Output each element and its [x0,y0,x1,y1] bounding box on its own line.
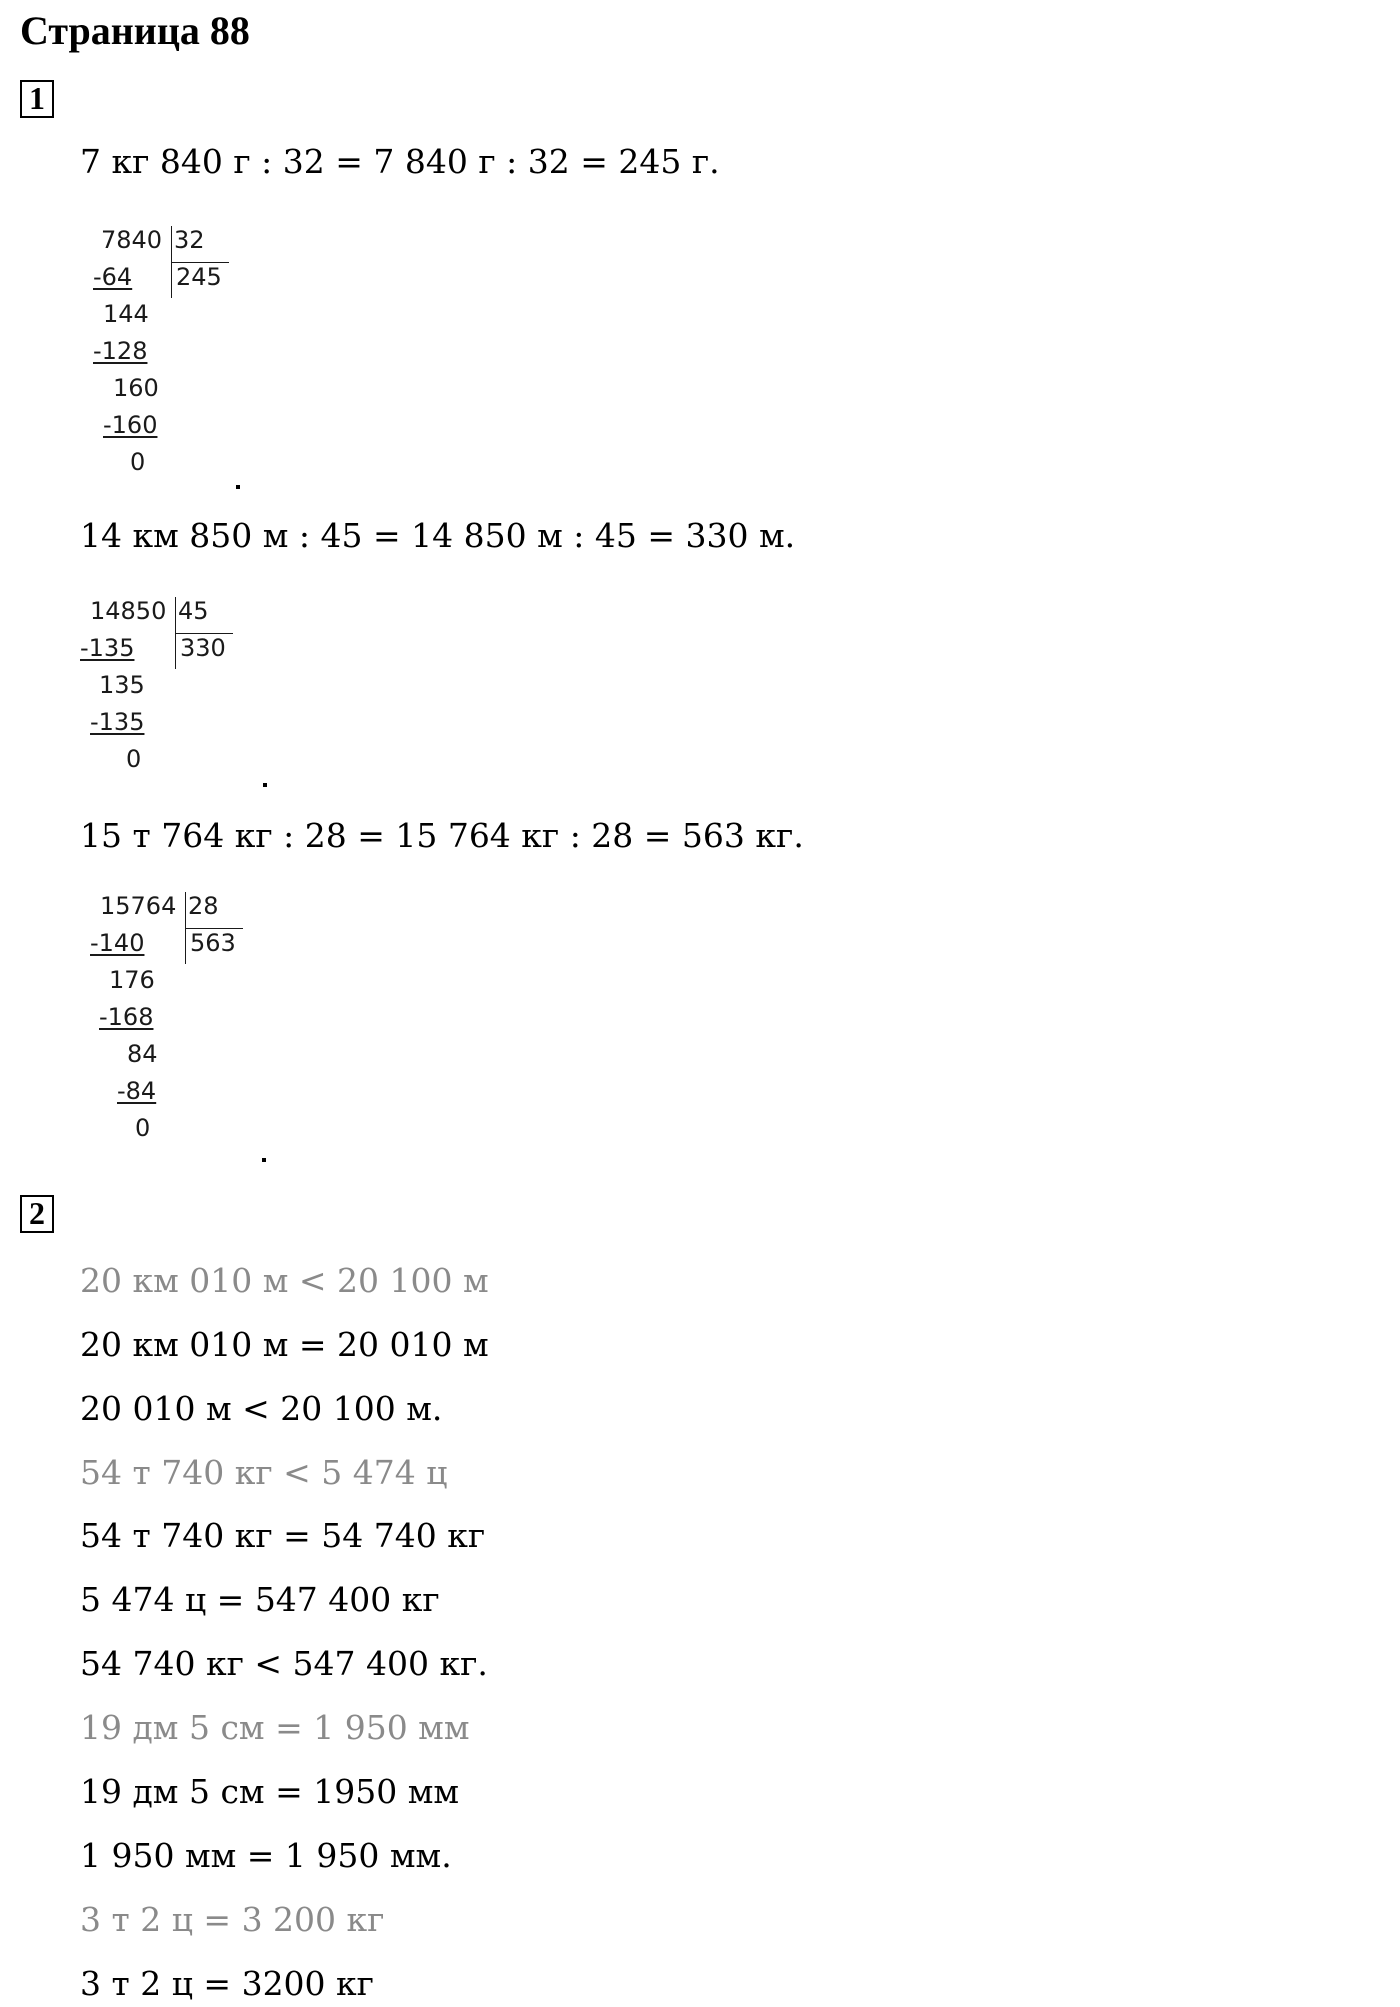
division-step: 144 [103,300,149,328]
division-remainder: 0 [126,745,142,773]
task2-step: 3 т 2 ц = 3200 кг [80,1964,374,2003]
task1-equation-2: 14 км 850 м : 45 = 14 850 м : 45 = 330 м. [80,516,796,555]
division-step: 84 [127,1040,158,1068]
division-step: -135 [90,708,145,736]
task1-equation-3: 15 т 764 кг : 28 = 15 764 кг : 28 = 563 кг. [80,816,804,855]
division-step: -128 [93,337,148,365]
dividend: 14850 [90,597,167,625]
divisor: 45 [178,597,209,625]
divisor: 32 [174,226,205,254]
task2-step: 20 км 010 м = 20 010 м [80,1325,489,1364]
division-remainder: 0 [135,1114,151,1142]
division-step: -140 [90,929,145,957]
task2-step: 19 дм 5 см = 1950 мм [80,1772,460,1811]
task2-step: 1 950 мм = 1 950 мм. [80,1836,452,1875]
task1-equation-1: 7 кг 840 г : 32 = 7 840 г : 32 = 245 г. [80,142,720,181]
task2-comparison-3: 19 дм 5 см = 1 950 мм [80,1708,470,1747]
division-step: 160 [113,374,159,402]
period-mark [236,485,240,489]
task2-step: 54 740 кг < 547 400 кг. [80,1644,488,1683]
division-step: -168 [99,1003,154,1031]
task2-step: 5 474 ц = 547 400 кг [80,1580,440,1619]
dividend: 7840 [101,226,163,254]
division-step: 176 [109,966,155,994]
period-mark [262,1158,266,1162]
task-number-1: 1 [20,80,54,118]
division-remainder: 0 [130,448,146,476]
division-step: -135 [80,634,135,662]
task2-step: 54 т 740 кг = 54 740 кг [80,1516,486,1555]
quotient: 330 [180,634,226,662]
task2-comparison-2: 54 т 740 кг < 5 474 ц [80,1453,448,1492]
task2-step: 20 010 м < 20 100 м. [80,1389,443,1428]
task2-comparison-1: 20 км 010 м < 20 100 м [80,1261,489,1300]
quotient: 245 [176,263,222,291]
period-mark [263,783,267,787]
divisor: 28 [188,892,219,920]
dividend: 15764 [100,892,177,920]
page-title: Страница 88 [20,8,250,53]
division-step: 135 [99,671,145,699]
task-number-2: 2 [20,1195,54,1233]
quotient: 563 [190,929,236,957]
division-step: -64 [93,263,133,291]
division-step: -160 [103,411,158,439]
division-step: -84 [117,1077,157,1105]
task2-comparison-4: 3 т 2 ц = 3 200 кг [80,1900,385,1939]
